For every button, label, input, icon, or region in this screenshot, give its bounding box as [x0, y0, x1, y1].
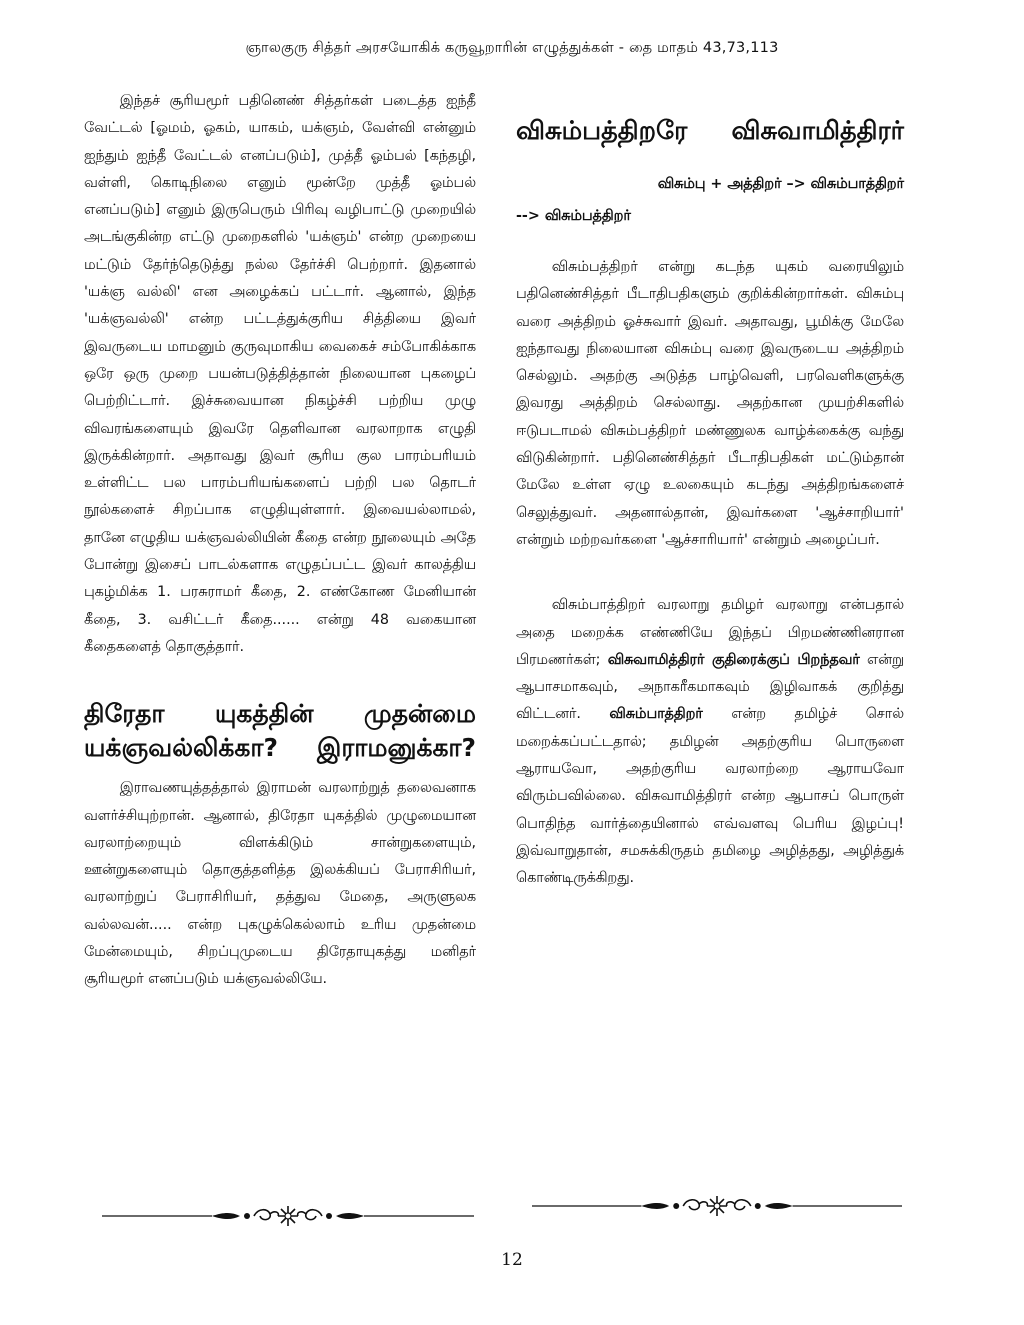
right-section-heading: விசும்பத்திறரே விசுவாமித்திரர் [516, 116, 904, 146]
right-para2-bold-term: விசும்பாத்திறர் [609, 706, 703, 723]
ornament-divider-left [102, 1203, 474, 1229]
derivation-line-1: விசும்பு + அத்திறர் –> விசும்பாத்திறர் [657, 176, 904, 192]
right-paragraph-1: விசும்பத்திறர் என்று கடந்த யுகம் வரையிலும் பதினெண்சித்தர் பீடாதிபதிகளும் குறிக்கின்றார்கள். விசும்பு வரை அத்திறம் ஓச்சுவார் இவர். அதாவது, பூமிக்கு மேலே ஐந்தாவது நிலையான விசும்பு வரை இவருடைய அத்திறம் செல்லும். அதற்கு அடுத்த பாழ்வெளி, பரவெளிகளுக்கு இவரது அத்திறம் செல்லாது. அதற்கான முயற்சிகளில் ஈடுபடாமல் விசும்பத்திறர் மண்ணுலக வாழ்க்கைக்கு வந்து விடுகின்றார். பதினெண்சித்தர் பீடாதிபதிகள் மட்டும்தான் மேலே உள்ள ஏழு உலகையும் கடந்து அத்திறங்களைச் செலுத்துவர். அதனால்தான், இவர்களை 'ஆச்சாறியார்' என்றும் மற்றவர்களை 'ஆச்சாரியார்' என்றும் அழைப்பர். [516, 259, 905, 548]
right-para2-text-a: விசும்பாத்திறர் வரலாறு தமிழர் வரலாறு என்பதால் அதை மறைக்க எண்ணியே இந்தப் பிறமண்ணினரான பிரமணர்கள்; [516, 597, 904, 668]
left-paragraph-1: இந்தச் சூரியமூர் பதினெண் சித்தர்கள் படைத்த ஐந்தீ வேட்டல் [ஓமம், ஓகம், யாகம், யக்ஞம், வேள்வி என்னும் ஐந்தும் ஐந்தீ வேட்டல் எனப்படும்], முத்தீ ஓம்பல் [கந்தழி, வள்ளி, கொடிநிலை எனும் மூன்றே முத்தீ ஓம்பல் எனப்படும்] எனும் இருபெரும் பிரிவு வழிபாட்டு முறையில் அடங்குகின்ற எட்டு முறைகளில் 'யக்ஞம்' என்ற முறையை மட்டும் தேர்ந்தெடுத்து நல்ல தேர்ச்சி பெற்றார். இதனால் 'யக்ஞ வல்லி' என அழைக்கப் பட்டார். ஆனால், இந்த 'யக்ஞவல்லி' என்ற பட்டத்துக்குரிய சித்தியை இவர் இவருடைய மாமனும் குருவுமாகிய வைகைச் சம்போகிக்காக ஒரே ஒரு முறை பயன்படுத்தித்தான் நிலையான புகழைப் பெற்றிட்டார். இச்சுவையான நிகழ்ச்சி பற்றிய முழு விவரங்களையும் இவரே தெளிவான வரலாறாக எழுதி இருக்கின்றார். அதாவது இவர் சூரிய குல பாரம்பரியம் உள்ளிட்ட பல பாரம்பரியங்களைப் பற்றி பல தொடர் நூல்களைச் சிறப்பாக எழுதியுள்ளார். இவையல்லாமல், தானே எழுதிய யக்ஞவல்லியின் கீதை என்ற நூலையும் அதே போன்று இசைப் பாடல்களாக எழுதப்பட்ட இவர் காலத்திய புகழ்மிக்க 1. பரசுராமர் கீதை, 2. எண்கோண மேனியான் கீதை, 3. வசிட்டர் கீதை...... என்று 48 வகையான கீதைகளைத் தொகுத்தார். [84, 93, 476, 655]
right-para2-text-c: என்று ஆபாசமாகவும், அநாகரீகமாகவும் இழிவாகக் குறித்து விட்டனர். [516, 651, 904, 723]
left-section-heading: திரேதா யுகத்தின் முதன்மை யக்ஞவல்லிக்கா? இராமனுக்கா? [84, 699, 476, 763]
left-paragraph-2: இராவணயுத்தத்தால் இராமன் வரலாற்றுத் தலைவனாக வளர்ச்சியுற்றான். ஆனால், திரேதா யுகத்தில் முழுமையான வரலாற்றையும் விளக்கிடும் சான்றுகளையும், ஊன்றுகளையும் தொகுத்தளித்த இலக்கியப் பேராசிரியர், வரலாற்றுப் பேராசிரியர், தத்துவ மேதை, அருளுலக வல்லவன்..... என்ற புகழுக்கெல்லாம் உரிய முதன்மை மேன்மையும், சிறப்புமுடைய திரேதாயுகத்து மனிதர் சூரியமூர் எனப்படும் யக்ஞவல்லியே. [84, 780, 476, 988]
ornament-divider-right [532, 1193, 902, 1219]
left-column [84, 88, 476, 994]
derivation-line-2: --> விசும்பத்திறர் [516, 208, 631, 224]
running-header: ஞாலகுரு சித்தர் அரசயோகிக் கருவூறாரின் எழுத்துக்கள் - தை மாதம் 43,73,113 [245, 40, 779, 56]
page-number: 12 [501, 1250, 523, 1270]
right-column [516, 88, 904, 893]
right-para2-bold-phrase: விசுவாமித்திரர் குதிரைக்குப் பிறந்தவர் [607, 651, 860, 668]
right-para2-text-e: என்ற தமிழ்ச் சொல் மறைக்கப்பட்டதால்; தமிழன் அதற்குரிய பொருளை ஆராயவோ, அதற்குரிய வரலாற்றை ஆராயவோ விரும்பவில்லை. விசுவாமித்திரர் என்ற ஆபாசப் பொருள் பொதிந்த வார்த்தையினால் எவ்வளவு பெரிய இழப்பு! இவ்வாறுதான், சமசுக்கிருதம் தமிழை அழித்தது, அழித்துக் கொண்டிருக்கிறது. [516, 706, 905, 887]
right-paragraph-2 [516, 592, 904, 892]
